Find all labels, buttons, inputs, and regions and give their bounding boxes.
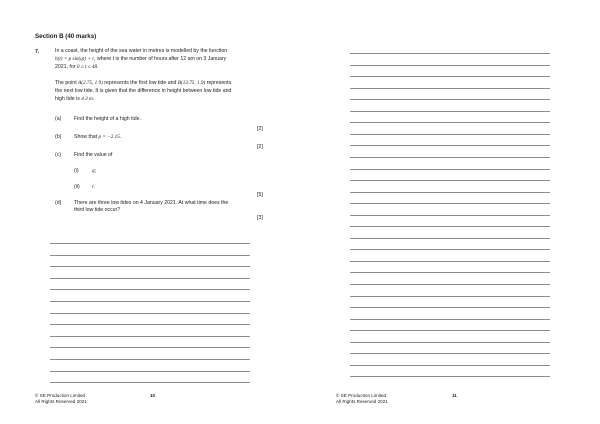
right-page — [300, 0, 600, 424]
part-b-marks: [2] — [257, 144, 263, 150]
para2-line-2: the next low tide. It is given that the difference in height between low tide and — [55, 88, 232, 94]
answer-line — [350, 180, 550, 181]
part-c-ii-math: r — [92, 184, 95, 190]
intro-line-1: In a coast, the height of the sea water in metres is modelled by the function — [55, 48, 228, 54]
answer-line — [350, 88, 550, 89]
page-number: 11 — [452, 393, 457, 398]
intro-line-2 — [55, 56, 226, 63]
para2-line-3 — [55, 96, 94, 103]
answer-line — [50, 313, 250, 314]
answer-line — [350, 203, 550, 204]
answer-line — [350, 76, 550, 77]
para2-text-a: The point — [55, 80, 79, 86]
answer-line — [350, 99, 550, 100]
answer-line — [350, 122, 550, 123]
part-c-ii-text — [92, 184, 95, 191]
answer-line — [350, 365, 550, 366]
answer-line — [350, 169, 550, 170]
answer-line — [50, 324, 250, 325]
answer-line — [350, 215, 550, 216]
part-c-i-text — [92, 168, 96, 175]
part-d-line-1: There are three low tides on 4 January 2021. At what time does the — [74, 200, 229, 206]
para2-line-3-text: high tide is — [55, 96, 82, 102]
answer-line — [50, 382, 250, 383]
answer-line — [50, 266, 250, 267]
answer-line — [350, 134, 550, 135]
answer-line — [50, 347, 250, 348]
footer-rights: All Rights Reserved 2021 — [336, 399, 388, 404]
answer-line — [50, 255, 250, 256]
answer-line — [350, 272, 550, 273]
page-number: 10 — [150, 393, 156, 398]
part-b-end: . — [119, 134, 122, 140]
answer-line — [50, 289, 250, 290]
part-c-i-label: (i) — [74, 168, 79, 174]
intro-line-3 — [55, 64, 98, 71]
point-a: A(2.75, 1.9) — [78, 80, 103, 86]
answer-line — [350, 376, 550, 377]
answer-line — [350, 249, 550, 250]
part-b-math: p = −2.15 — [98, 134, 120, 140]
intro-line-3-end: . — [97, 64, 99, 70]
part-a-text: Find the height of a high tide. — [74, 116, 141, 122]
answer-line — [50, 336, 250, 337]
domain-expression: 0 ≤ t ≤ 48 — [76, 64, 98, 70]
part-c-i-end: ; — [94, 168, 97, 174]
answer-line — [350, 319, 550, 320]
part-b-prefix: Show that — [74, 134, 99, 140]
answer-line — [350, 284, 550, 285]
footer-rights: All Rights Reserved 2021 — [35, 399, 87, 404]
part-b-label: (b) — [55, 134, 62, 140]
part-d-label: (d) — [55, 200, 62, 206]
answer-line — [50, 243, 250, 244]
para2-text-c: represents — [205, 80, 232, 86]
footer-copyright: © SE Production Limited — [336, 393, 387, 398]
answer-line — [350, 65, 550, 66]
footer-copyright: © SE Production Limited — [35, 393, 86, 398]
answer-line — [50, 359, 250, 360]
part-c-i-math: q — [92, 168, 95, 174]
part-c-marks: [5] — [257, 192, 263, 198]
answer-line — [350, 226, 550, 227]
para2-text-b: represents the first low tide and — [102, 80, 178, 86]
answer-line — [350, 53, 550, 54]
para2-line-3-end: . — [92, 96, 95, 102]
part-c-ii-end: . — [94, 184, 96, 190]
question-number: 7. — [35, 49, 40, 55]
answer-line — [350, 296, 550, 297]
answer-line — [350, 307, 550, 308]
height-difference: 4.3 m — [81, 96, 93, 102]
intro-line-3-text: 2021, for — [55, 64, 77, 70]
answer-line — [50, 301, 250, 302]
part-c-ii-label: (ii) — [74, 184, 80, 190]
part-d-line-2: third low tide occur? — [74, 207, 121, 213]
answer-line — [50, 278, 250, 279]
answer-line — [350, 342, 550, 343]
answer-line — [350, 238, 550, 239]
part-d-marks: [3] — [257, 215, 263, 221]
part-a-label: (a) — [55, 116, 62, 122]
answer-line — [350, 261, 550, 262]
intro-line-2-text: , where t is the number of hours after 12 am on 3 January — [94, 56, 227, 62]
part-b-text — [74, 134, 121, 141]
part-a-marks: [2] — [257, 126, 263, 132]
answer-line — [350, 111, 550, 112]
answer-line — [350, 353, 550, 354]
answer-line — [350, 145, 550, 146]
part-c-label: (c) — [55, 152, 62, 158]
answer-line — [50, 371, 250, 372]
answer-line — [350, 192, 550, 193]
point-b: B(13.75, 1.9) — [177, 80, 206, 86]
function-expression: h(t) = p sin(qt) + r — [55, 56, 95, 62]
para2-line-1 — [55, 80, 231, 87]
section-title: Section B (40 marks) — [35, 33, 97, 40]
answer-line — [350, 330, 550, 331]
part-c-text: Find the value of — [74, 152, 113, 158]
answer-line — [350, 157, 550, 158]
